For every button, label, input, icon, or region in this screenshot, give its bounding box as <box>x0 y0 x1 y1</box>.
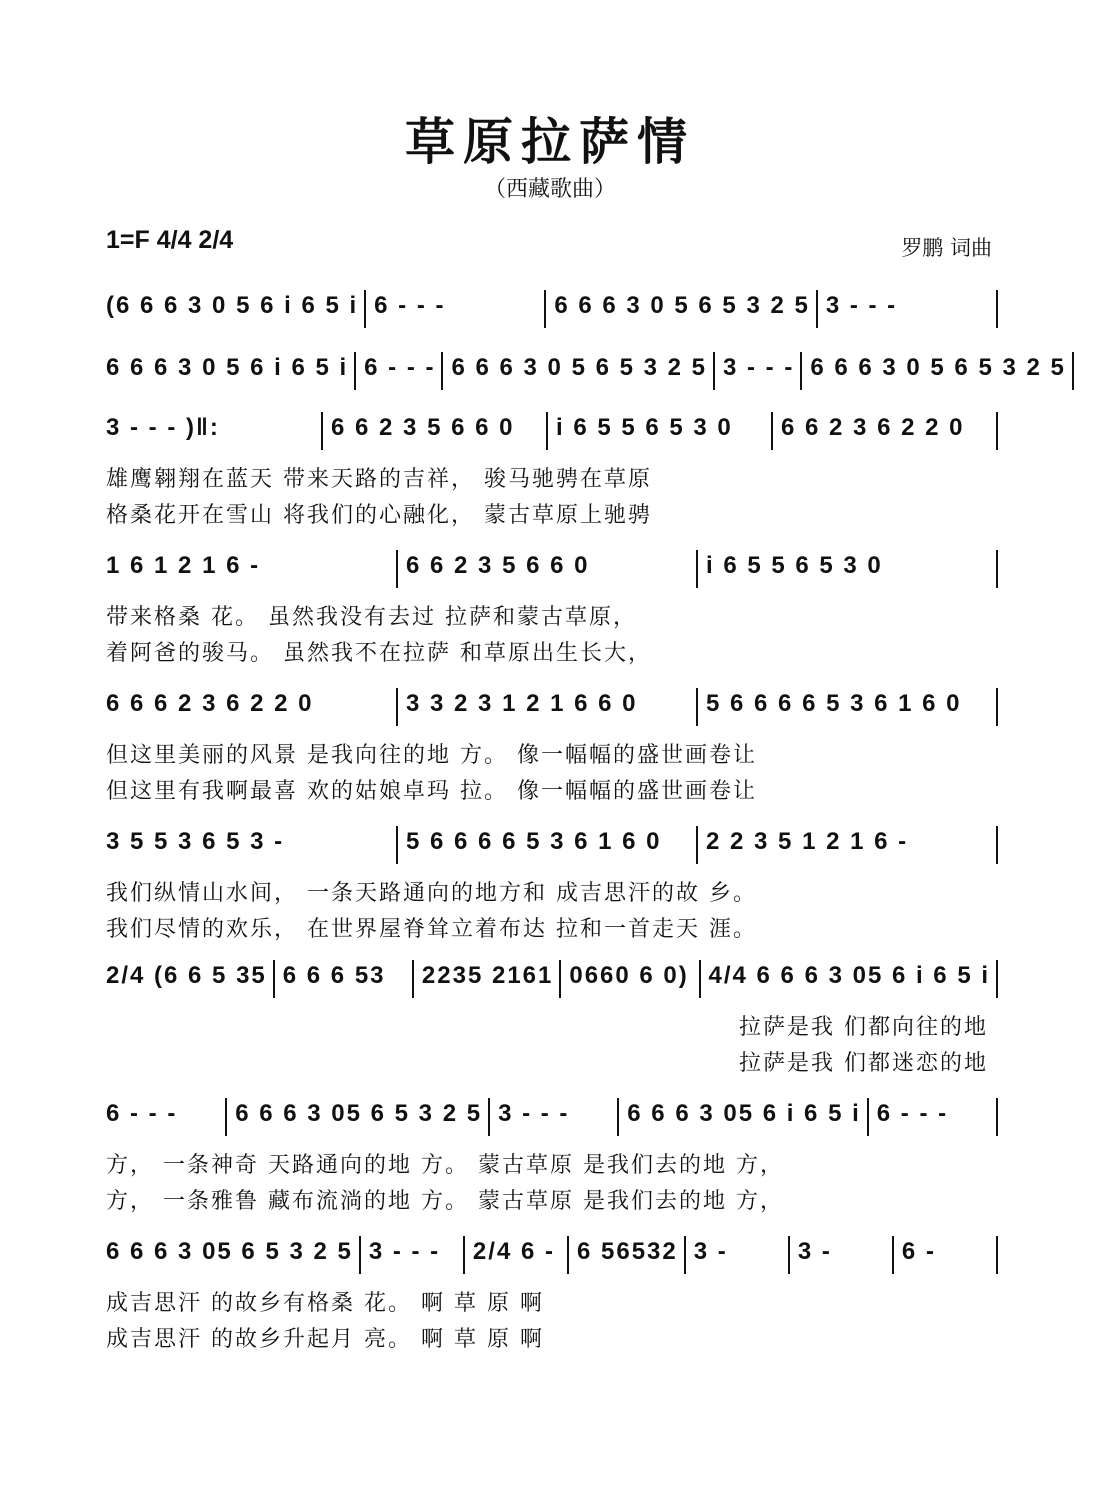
notation-system <box>106 352 1066 396</box>
measure: 3 - - - <box>498 1100 570 1127</box>
lyric-line: 方， 一条雅鲁 藏布流淌的地 方。 蒙古草原 是我们去的地 方， <box>106 1189 784 1214</box>
measure: i 6 5 5 6 5 3 0 <box>556 414 733 441</box>
barline <box>996 1098 998 1136</box>
measure: 2235 2161 <box>421 962 554 989</box>
measure: 6 - - - <box>364 354 436 381</box>
measure: 5 6 6 6 6 5 3 6 1 6 0 <box>406 828 662 855</box>
measure: 6 6 6 53 <box>282 962 386 989</box>
measure: 6 6 6 3 0 5 6 5 3 2 5 <box>810 354 1066 381</box>
page-subtitle: （西藏歌曲） <box>483 177 616 202</box>
measure: 6 6 6 3 05 6 5 3 2 5 <box>235 1100 483 1127</box>
measure: 2/4 (6 6 5 35 <box>106 962 267 989</box>
lyric-line: 拉萨是我 们都迷恋的地 <box>739 1051 988 1076</box>
measure: 4/4 6 6 6 3 05 6 i 6 5 i <box>708 962 991 989</box>
lyric-line: 雄鹰翱翔在蓝天 带来天路的吉祥， 骏马驰骋在草原 <box>106 467 652 492</box>
measure: 5 6 6 6 6 5 3 6 1 6 0 <box>706 690 962 717</box>
measure: 2/4 6 - <box>472 1238 555 1265</box>
notation-system <box>106 290 998 334</box>
measure: 3 - <box>797 1238 832 1265</box>
measure: 6 6 2 3 5 6 6 0 <box>331 414 515 441</box>
notation-system <box>106 412 998 456</box>
lyric-line: 但这里美丽的风景 是我向往的地 方。 像一幅幅的盛世画卷让 <box>106 743 757 768</box>
notation-system <box>106 1098 998 1142</box>
notation-system <box>106 826 998 870</box>
barline <box>996 290 998 328</box>
measure: 3 - - - <box>825 292 898 319</box>
measure: 6 6 6 3 05 6 5 3 2 5 <box>106 1238 353 1265</box>
barline <box>996 960 998 998</box>
measure: 3 - - - <box>368 1238 441 1265</box>
measure: 3 5 5 3 6 5 3 - <box>106 828 285 855</box>
measure: i 6 5 5 6 5 3 0 <box>706 552 883 579</box>
barline <box>996 688 998 726</box>
barline <box>996 1236 998 1274</box>
measure: 6 - - - <box>106 1100 178 1127</box>
lyric-line: 方， 一条神奇 天路通向的地 方。 蒙古草原 是我们去的地 方， <box>106 1153 784 1178</box>
measure: 3 - - - <box>723 354 795 381</box>
measure: 0660 6 0) <box>569 962 689 989</box>
lyric-line: 我们尽情的欢乐， 在世界屋脊耸立着布达 拉和一首走天 涯。 <box>106 917 757 942</box>
measure: 6 56532 <box>577 1238 678 1265</box>
measure: 6 6 6 3 0 5 6 i 6 5 i <box>106 354 349 381</box>
measure: 6 6 2 3 5 6 6 0 <box>406 552 590 579</box>
lyric-line: 但这里有我啊最喜 欢的姑娘卓玛 拉。 像一幅幅的盛世画卷让 <box>106 779 757 804</box>
measure: 6 6 2 3 6 2 2 0 <box>781 414 965 441</box>
measure: 1 6 1 2 1 6 - <box>106 552 261 579</box>
measure: 6 6 6 3 0 5 6 5 3 2 5 <box>554 292 810 319</box>
credits: 罗鹏 词曲 <box>901 236 992 260</box>
notation-system <box>106 960 998 1004</box>
barline <box>996 550 998 588</box>
measure: 6 6 6 3 05 6 i 6 5 i <box>627 1100 861 1127</box>
lyric-line: 拉萨是我 们都向往的地 <box>739 1015 988 1040</box>
barline <box>996 826 998 864</box>
lyric-line: 着阿爸的骏马。 虽然我不在拉萨 和草原出生长大， <box>106 641 652 666</box>
measure: 6 - - - <box>374 292 446 319</box>
measure: 6 6 6 2 3 6 2 2 0 <box>106 690 314 717</box>
barline <box>1072 352 1074 390</box>
measure: 6 - <box>901 1238 936 1265</box>
barline <box>996 412 998 450</box>
measure: 6 6 6 3 0 5 6 5 3 2 5 <box>451 354 707 381</box>
measure: (6 6 6 3 0 5 6 i 6 5 i <box>106 292 359 319</box>
measure: 3 3 2 3 1 2 1 6 6 0 <box>406 690 638 717</box>
measure: 2 2 3 5 1 2 1 6 - <box>706 828 909 855</box>
lyric-line: 成吉思汗 的故乡有格桑 花。 啊 草 原 啊 <box>106 1291 544 1316</box>
measure: 3 - <box>693 1238 728 1265</box>
lyric-line: 带来格桑 花。 虽然我没有去过 拉萨和蒙古草原， <box>106 605 637 630</box>
notation-system <box>106 688 998 732</box>
notation-system <box>106 1236 998 1280</box>
notation-system <box>106 550 998 594</box>
lyric-line: 成吉思汗 的故乡升起月 亮。 啊 草 原 啊 <box>106 1327 544 1352</box>
lyric-line: 我们纵情山水间， 一条天路通向的地方和 成吉思汗的故 乡。 <box>106 881 757 906</box>
lyric-line: 格桑花开在雪山 将我们的心融化， 蒙古草原上驰骋 <box>106 503 652 528</box>
page-title: 草原拉萨情 <box>405 112 695 171</box>
measure: 6 - - - <box>876 1100 949 1127</box>
key-signature: 1=F 4/4 2/4 <box>106 226 234 254</box>
measure: 3 - - - )‖: <box>106 414 220 441</box>
